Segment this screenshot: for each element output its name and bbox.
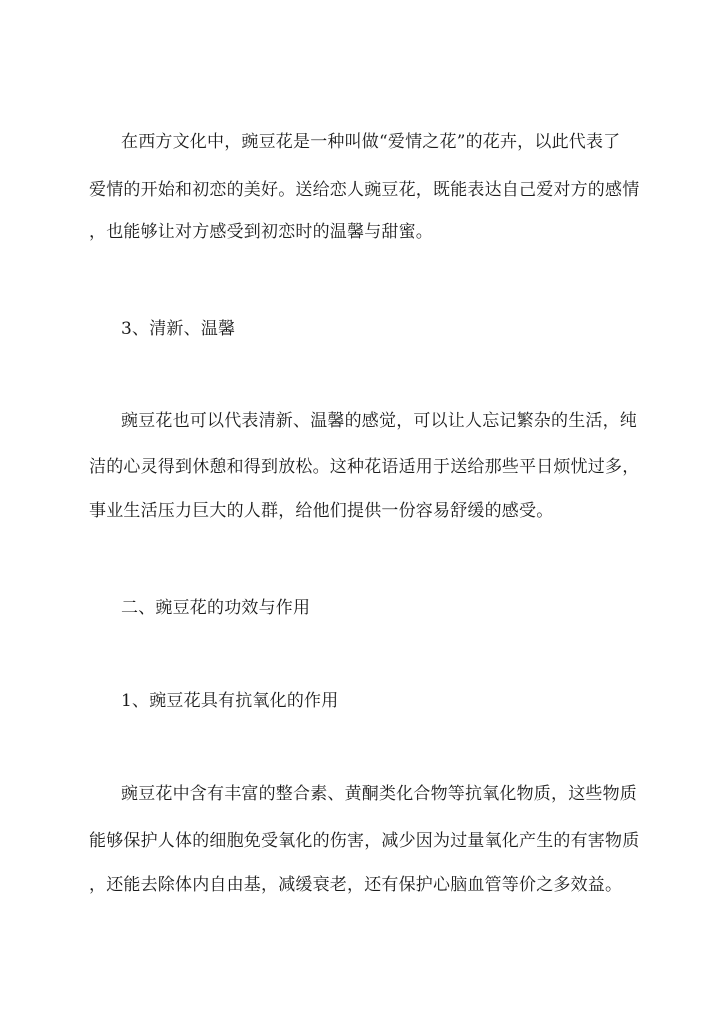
section-heading-effects: 二、豌豆花的功效与作用 [121, 598, 311, 618]
paragraph-1-line-1: 在西方文化中，豌豆花是一种叫做“爱情之花”的花卉，以此代表了 [121, 132, 621, 152]
paragraph-2-line-3: 事业生活压力巨大的人群，给他们提供一份容易舒缓的感受。 [89, 501, 554, 521]
paragraph-3-line-1: 豌豆花中含有丰富的整合素、黄酮类化合物等抗氧化物质，这些物质 [121, 784, 637, 804]
paragraph-1-line-3: ，也能够让对方感受到初恋时的温馨与甜蜜。 [89, 222, 433, 242]
paragraph-2-line-2: 洁的心灵得到休憩和得到放松。这种花语适用于送给那些平日烦忧过多， [89, 457, 640, 477]
subheading-antioxidant: 1、豌豆花具有抗氧化的作用 [121, 691, 339, 711]
section-heading-fresh-warm: 3、清新、温馨 [121, 319, 236, 339]
paragraph-3-line-3: ，还能去除体内自由基，减缓衰老，还有保护心脑血管等价之多效益。 [89, 875, 623, 895]
paragraph-1-line-2: 爱情的开始和初恋的美好。送给恋人豌豆花，既能表达自己爱对方的感情 [89, 180, 640, 200]
paragraph-2-line-1: 豌豆花也可以代表清新、温馨的感觉，可以让人忘记繁杂的生活，纯 [121, 411, 637, 431]
paragraph-3-line-2: 能够保护人体的细胞免受氧化的伤害，减少因为过量氧化产生的有害物质 [89, 831, 640, 851]
